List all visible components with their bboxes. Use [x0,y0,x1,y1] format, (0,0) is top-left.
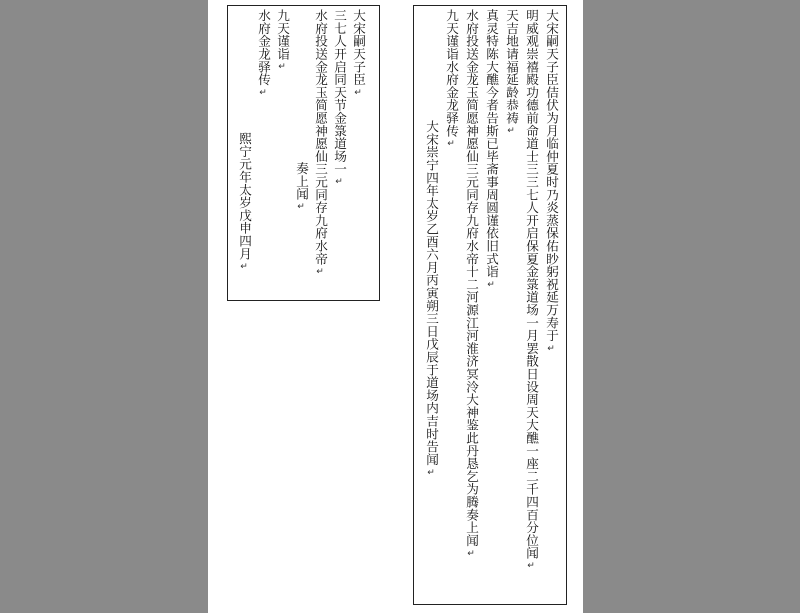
return-mark: ↵ [506,126,516,137]
return-mark: ↵ [446,139,456,150]
column-text: 熙宁元年太岁戊申四月 [237,132,252,260]
column-text: 水府投送金龙玉简愿神愿仙三元同存九府水帝十二河源江河淮济冥泠大神鉴此丹恳乞为腾奏上闻 [464,9,479,547]
left-column-date [235,132,253,272]
left-column-5 [273,9,291,72]
return-mark: ↵ [486,279,496,291]
return-mark: ↵ [526,561,536,572]
left-column-1 [349,9,367,98]
column-text: 大宋崇宁四年太岁乙酉六月丙寅朔三日戊辰于道场内吉时告闻 [424,120,439,466]
right-column-4 [482,9,500,290]
return-mark: ↵ [258,87,268,99]
right-column-3 [502,9,520,136]
return-mark: ↵ [315,267,325,278]
right-text-frame [413,5,567,605]
right-column-5 [462,9,480,559]
left-text-frame [227,5,380,301]
column-text: 三七人开启同天节金箓道场一 [332,9,347,176]
column-text: 水府投送金龙玉简愿神愿仙三元同存九府水帝 [313,9,328,265]
column-text: 明威观崇禧殿功德前命道士三三七人开启保夏金箓道场一月罢散日设周天大醮一座二千四百分位闻 [524,9,539,560]
left-column-3 [311,9,329,277]
column-text: 真灵特陈大醮今者告斯已毕斋事周圆谨依旧式诣 [484,9,499,278]
right-column-2 [522,9,540,572]
right-column-date [422,120,440,478]
left-column-4 [292,162,310,213]
column-text: 大宋嗣天子臣 [351,9,366,86]
column-text: 九天谨诣 [275,9,290,61]
column-text: 九天谨诣水府金龙驿传 [444,9,459,137]
return-mark: ↵ [239,262,249,273]
return-mark: ↵ [296,202,306,213]
return-mark: ↵ [353,87,363,99]
left-column-6 [254,9,272,98]
column-text: 天吉地请福延龄恭祷 [504,9,519,125]
right-column-6 [442,9,460,149]
return-mark: ↵ [466,548,476,559]
column-text: 大宋嗣天子臣佶伏为月临仲夏时乃炎蒸保佑眇躬祝延万寿于 [544,9,559,342]
return-mark: ↵ [546,343,556,355]
column-text: 奏上闻 [294,162,309,201]
return-mark: ↵ [277,62,287,73]
column-text: 水府金龙驿传 [256,9,271,86]
return-mark: ↵ [426,467,436,478]
left-column-2 [330,9,348,188]
document-page [208,0,583,613]
return-mark: ↵ [334,177,344,188]
right-column-1 [542,9,560,354]
